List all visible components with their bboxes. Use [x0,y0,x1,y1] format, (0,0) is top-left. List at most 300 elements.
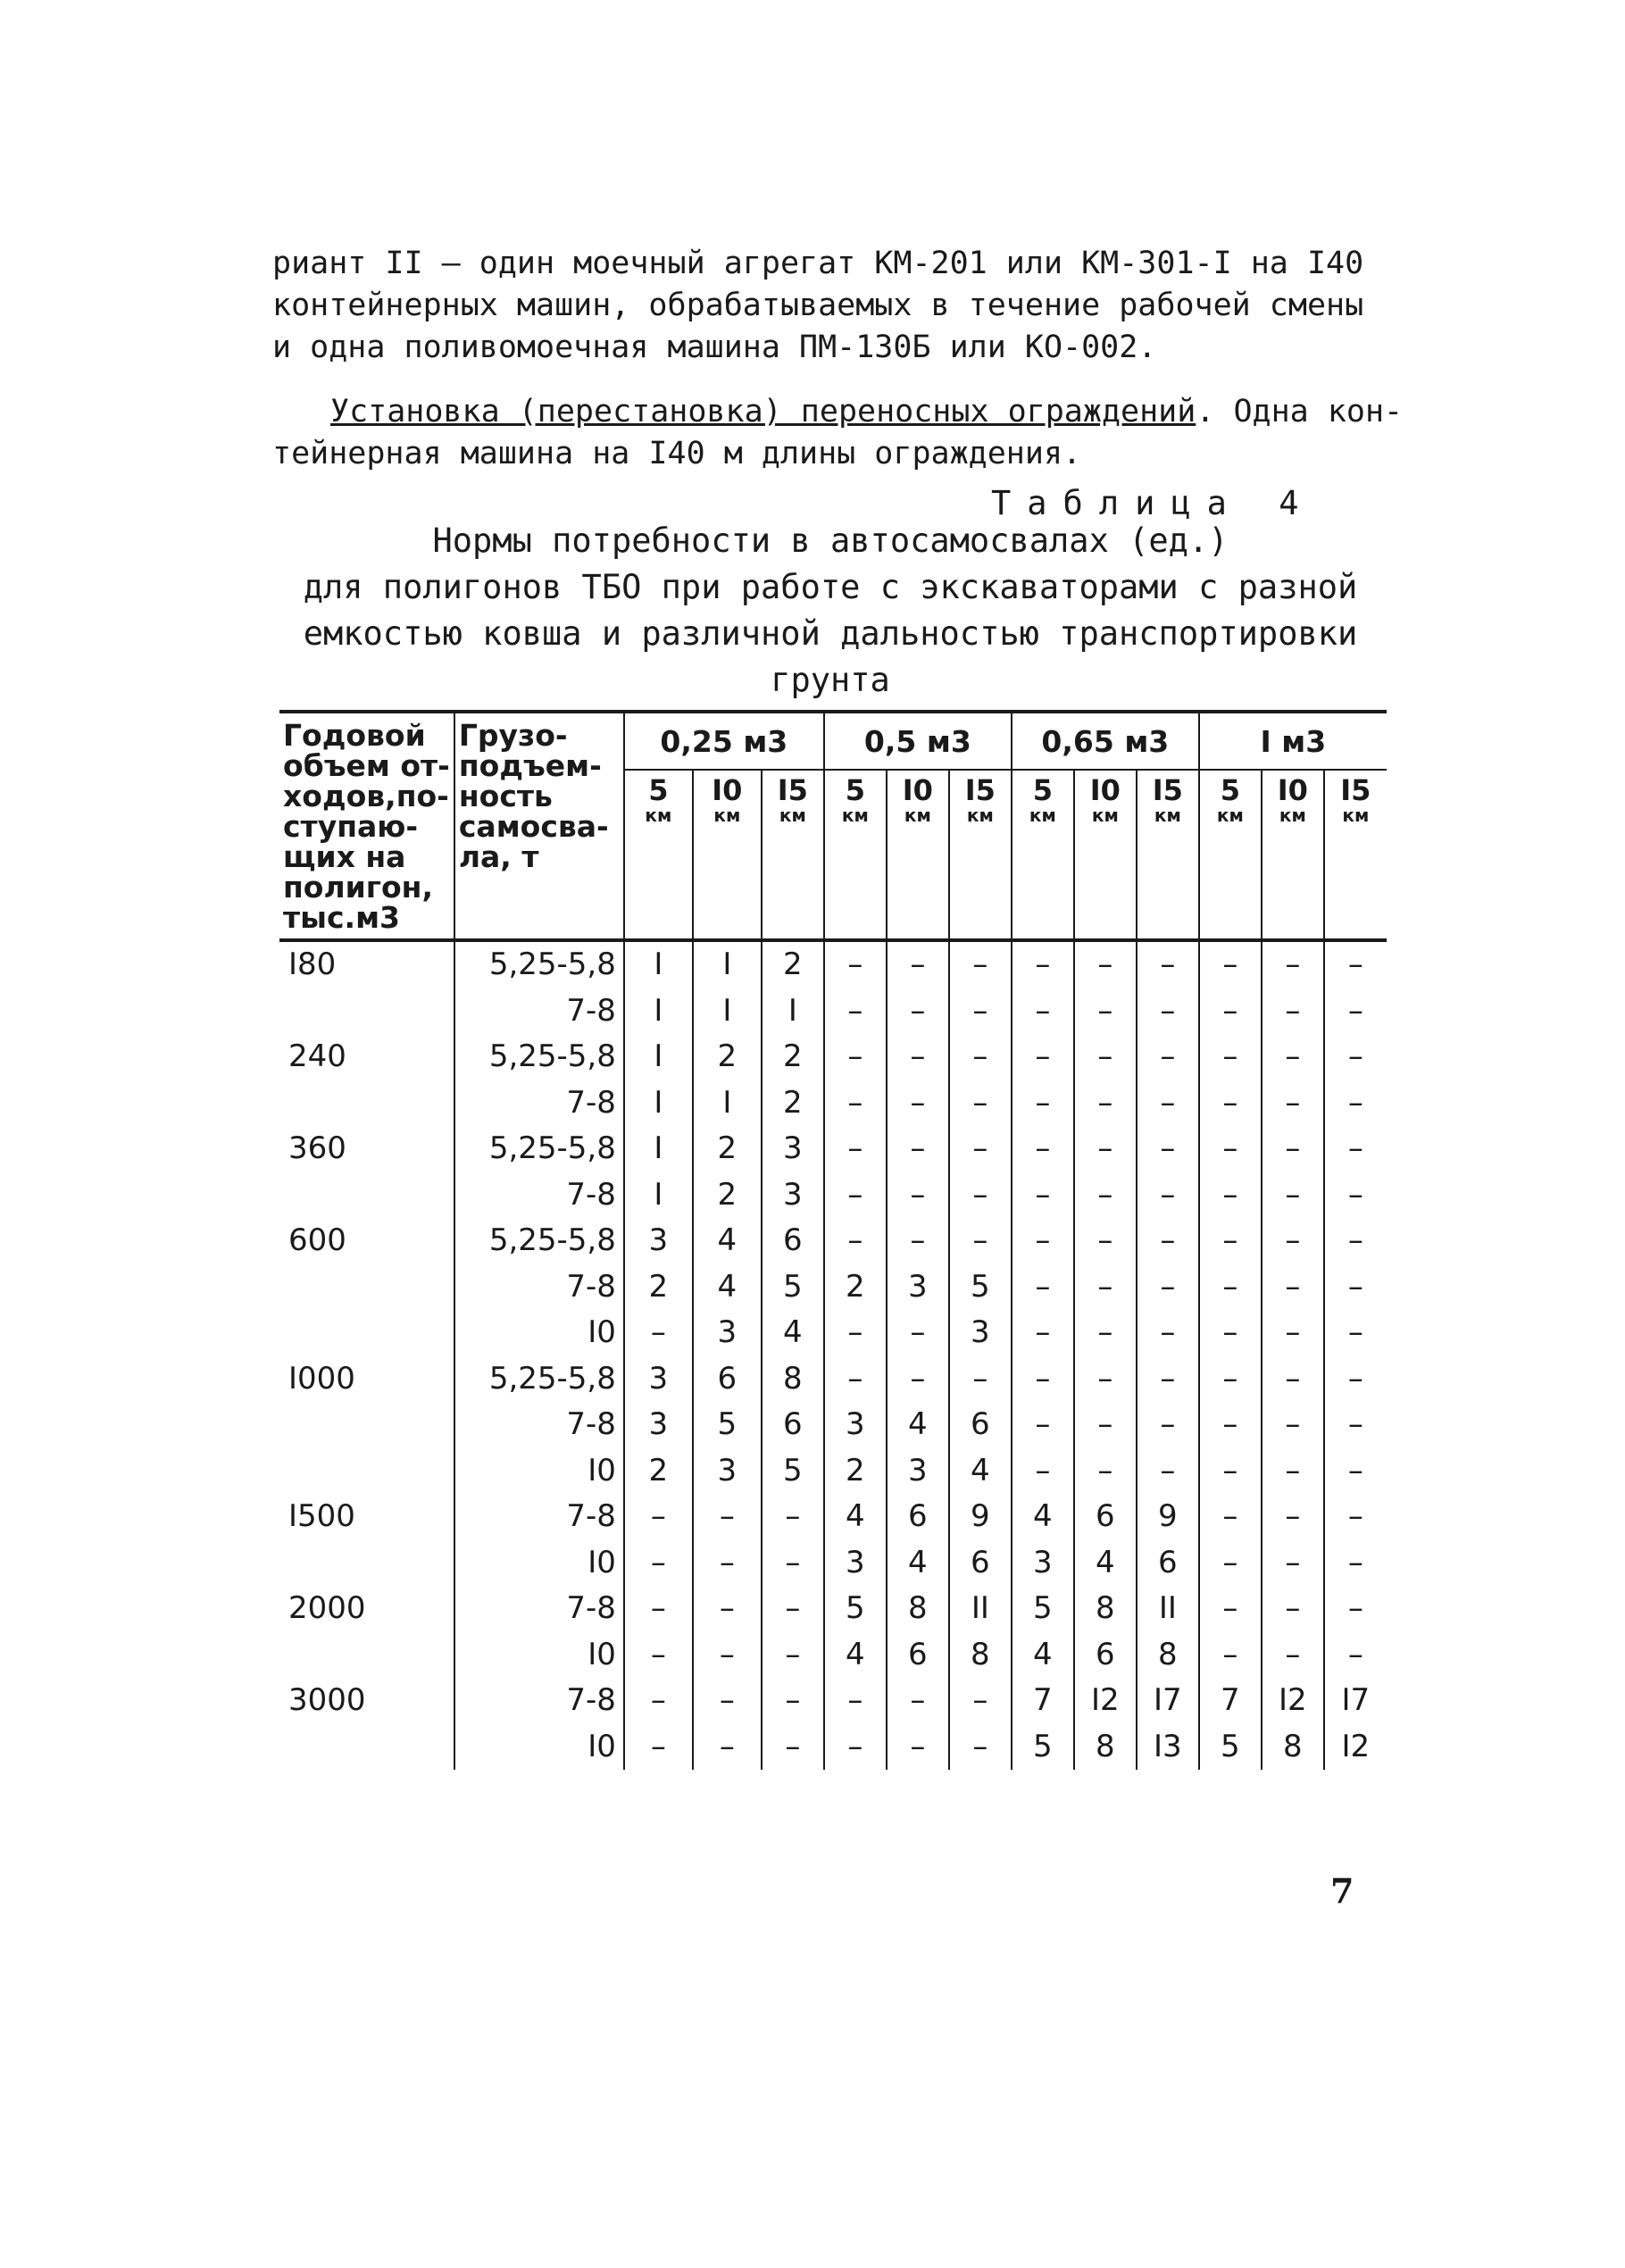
truck-count-cell: – [1074,1356,1137,1403]
truck-count-cell: 8 [887,1586,949,1632]
distance-unit: км [1342,805,1370,826]
distance-unit: км [1029,805,1056,826]
truck-count-cell: 5 [1012,1724,1074,1771]
truck-count-cell: 6 [887,1632,949,1679]
table-row [279,1448,1387,1495]
truck-count-cell: 4 [693,1218,762,1264]
truck-count-cell: – [1012,940,1074,988]
truck-count-cell: – [949,1678,1012,1724]
truck-count-cell: – [1347,1084,1363,1121]
truck-count-cell: 2 [762,1080,824,1127]
truck-count-cell: – [1199,1218,1262,1264]
truck-capacity-cell: I0 [454,1540,624,1587]
distance-unit: км [1091,805,1119,826]
distance-value: 5 [648,773,669,807]
truck-count-cell: 3 [693,1310,762,1356]
truck-count-cell: – [1199,1126,1262,1172]
norms-table [279,710,1387,1770]
header-distance [1137,770,1199,940]
header-line: подъем- [458,748,602,783]
table-row [279,1356,1387,1403]
truck-count-cell: – [949,1126,1012,1172]
truck-count-cell: – [1347,1314,1363,1350]
header-line: ла, т [458,839,539,874]
truck-count-cell: – [1347,1544,1363,1580]
truck-count-cell: – [1137,1080,1199,1127]
truck-count-cell: – [1347,1498,1363,1534]
truck-count-cell: – [1074,1448,1137,1495]
truck-count-cell: – [1074,1080,1137,1127]
annual-volume-cell: I000 [279,1356,454,1403]
truck-count-cell: – [1012,1172,1074,1219]
truck-count-cell: – [1012,988,1074,1035]
header-distance [824,770,887,940]
truck-capacity-cell: 7-8 [454,1402,624,1448]
truck-count-cell: – [1012,1448,1074,1495]
truck-count-cell: – [1347,1360,1363,1397]
header-distance [624,770,693,940]
truck-count-cell: 2 [624,1448,693,1495]
truck-count-cell: – [824,988,887,1035]
distance-unit: км [904,805,931,826]
truck-count-cell: – [949,1080,1012,1127]
truck-count-cell: – [1262,1172,1324,1219]
truck-count-cell: – [949,1356,1012,1403]
truck-count-cell: I2 [1074,1678,1137,1724]
truck-count-cell: – [1347,1130,1363,1166]
truck-count-cell: – [624,1494,693,1540]
truck-count-cell: I [624,940,693,988]
truck-count-cell: – [693,1678,762,1724]
truck-capacity-cell: I0 [454,1448,624,1495]
paragraph-line: контейнерных машин, обрабатываемых в течение рабочей смены [272,288,1364,323]
truck-count-cell: – [693,1632,762,1679]
distance-value: I0 [1277,773,1308,807]
annual-volume-cell [279,1080,454,1127]
table-row [279,1724,1387,1771]
truck-count-cell: 6 [887,1494,949,1540]
truck-count-cell: 3 [693,1448,762,1495]
header-distance [1074,770,1137,940]
truck-count-cell: – [1137,1264,1199,1311]
annual-volume-cell [279,1264,454,1311]
truck-count-cell: – [693,1540,762,1587]
truck-count-cell: – [1012,1126,1074,1172]
distance-value: I0 [712,773,743,807]
header-truck-capacity [454,712,624,940]
truck-count-cell: 7 [1012,1678,1074,1724]
distance-value: 5 [845,773,865,807]
truck-count-cell: – [1199,988,1262,1035]
truck-count-cell: – [762,1540,824,1587]
annual-volume-cell: I500 [279,1494,454,1540]
truck-count-cell: 3 [824,1402,887,1448]
distance-value: 5 [1220,773,1240,807]
truck-count-cell: – [949,1034,1012,1080]
header-bucket-capacity: I м3 [1199,712,1387,770]
table-caption-line: Нормы потребности в автосамосвалах (ед.) [432,521,1229,560]
truck-count-cell: 2 [693,1126,762,1172]
truck-capacity-cell: 5,25-5,8 [454,1034,624,1080]
truck-count-cell: I [693,940,762,988]
truck-count-cell: II [949,1586,1012,1632]
truck-count-cell: – [1137,1448,1199,1495]
header-bucket-capacity: 0,65 м3 [1012,712,1199,770]
underlined-heading: Установка (перестановка) переносных ограждений [330,394,1196,429]
truck-count-cell: – [1137,940,1199,988]
truck-count-cell: 5 [949,1264,1012,1311]
truck-count-cell: – [1012,1264,1074,1311]
header-distance [1012,770,1074,940]
truck-count-cell: 5 [1199,1724,1262,1771]
truck-count-cell: – [1199,1402,1262,1448]
truck-count-cell: – [1347,1268,1363,1305]
distance-unit: км [841,805,869,826]
header-distance [1199,770,1262,940]
truck-count-cell: – [824,1310,887,1356]
paragraph-line: риант II – один моечный агрегат КМ-201 или КМ-301-I на I40 [272,246,1364,281]
header-annual-volume [279,712,454,940]
truck-capacity-cell: 7-8 [454,1264,624,1311]
truck-count-cell: – [824,1126,887,1172]
truck-count-cell: – [1074,1034,1137,1080]
distance-unit: км [713,805,741,826]
annual-volume-cell [279,988,454,1035]
header-distance [762,770,824,940]
truck-count-cell: I2 [1262,1678,1324,1724]
truck-count-cell: – [1262,1632,1324,1679]
truck-capacity-cell: 7-8 [454,988,624,1035]
truck-count-cell: 2 [824,1448,887,1495]
truck-capacity-cell: 7-8 [454,1494,624,1540]
truck-capacity-cell: 5,25-5,8 [454,1126,624,1172]
truck-count-cell: – [1262,1034,1324,1080]
truck-count-cell: 6 [693,1356,762,1403]
truck-count-cell: 3 [887,1264,949,1311]
paragraph-line: и одна поливомоечная машина ПМ-130Б или КО-002. [272,329,1157,365]
truck-count-cell: – [887,1218,949,1264]
truck-count-cell: – [887,1172,949,1219]
truck-count-cell: – [887,1356,949,1403]
truck-count-cell: 8 [1074,1724,1137,1771]
table-row [279,1310,1387,1356]
truck-count-cell: 5 [762,1264,824,1311]
truck-count-cell: 2 [693,1034,762,1080]
annual-volume-cell [279,1540,454,1587]
truck-count-cell: – [1074,1402,1137,1448]
table-row [279,1264,1387,1311]
truck-count-cell: – [949,1218,1012,1264]
truck-count-cell: – [1262,1494,1324,1540]
truck-count-cell: – [1074,1264,1137,1311]
truck-count-cell: 6 [1137,1540,1199,1587]
truck-count-cell: 7 [1199,1678,1262,1724]
truck-count-cell: – [1347,1038,1363,1074]
truck-capacity-cell: 7-8 [454,1586,624,1632]
truck-capacity-cell: 7-8 [454,1080,624,1127]
truck-count-cell: – [762,1632,824,1679]
truck-count-cell: – [1074,988,1137,1035]
annual-volume-cell: 600 [279,1218,454,1264]
truck-count-cell: – [1262,1310,1324,1356]
paragraph-text: . Одна кон- [1196,394,1404,429]
table-row [279,988,1387,1035]
truck-capacity-cell: 5,25-5,8 [454,940,624,988]
truck-count-cell: – [1262,1218,1324,1264]
truck-count-cell: – [624,1540,693,1587]
table-row [279,1586,1387,1632]
truck-count-cell: 4 [949,1448,1012,1495]
header-distance [887,770,949,940]
truck-count-cell: – [1262,1540,1324,1587]
annual-volume-cell: 240 [279,1034,454,1080]
truck-count-cell: – [1262,1264,1324,1311]
truck-count-cell: – [693,1494,762,1540]
header-line: объем от- [283,748,450,783]
truck-count-cell: 5 [824,1586,887,1632]
truck-count-cell: 3 [1012,1540,1074,1587]
header-line: щих на [283,839,406,874]
truck-count-cell: – [949,1172,1012,1219]
truck-count-cell: I7 [1137,1678,1199,1724]
truck-count-cell: 8 [1137,1632,1199,1679]
truck-count-cell: – [624,1724,693,1771]
annual-volume-cell: 360 [279,1126,454,1172]
distance-unit: км [1154,805,1181,826]
truck-count-cell: – [1012,1034,1074,1080]
distance-value: I5 [1152,773,1183,807]
truck-count-cell: 6 [949,1402,1012,1448]
truck-count-cell: I3 [1137,1724,1199,1771]
truck-count-cell: I7 [1341,1682,1371,1718]
truck-count-cell: II [1137,1586,1199,1632]
table-caption-line: грунта [771,661,890,699]
header-line: Годовой [283,718,426,753]
distance-value: I5 [777,773,808,807]
truck-capacity-cell: I0 [454,1724,624,1771]
truck-count-cell: 9 [1137,1494,1199,1540]
truck-count-cell: – [624,1632,693,1679]
truck-count-cell: – [1347,946,1363,982]
truck-count-cell: – [1347,1176,1363,1213]
truck-count-cell: – [1074,940,1137,988]
annual-volume-cell [279,1310,454,1356]
truck-count-cell: I [624,1080,693,1127]
header-line: самосва- [458,809,609,844]
truck-count-cell: – [762,1494,824,1540]
truck-count-cell: – [1012,1080,1074,1127]
truck-count-cell: – [1137,1034,1199,1080]
truck-count-cell: – [949,988,1012,1035]
truck-capacity-cell: 7-8 [454,1678,624,1724]
header-line: Грузо- [458,718,568,753]
truck-count-cell: – [1199,1540,1262,1587]
truck-count-cell: – [762,1678,824,1724]
truck-count-cell: 5 [1012,1586,1074,1632]
truck-count-cell: 8 [1262,1724,1324,1771]
truck-count-cell: – [949,1724,1012,1771]
truck-count-cell: – [693,1586,762,1632]
truck-count-cell: I2 [1341,1728,1371,1764]
distance-unit: км [1216,805,1244,826]
truck-count-cell: – [1199,1632,1262,1679]
distance-unit: км [645,805,672,826]
truck-count-cell: I [624,988,693,1035]
distance-value: I0 [902,773,933,807]
truck-capacity-cell: I0 [454,1310,624,1356]
truck-count-cell: I [693,988,762,1035]
header-line: полигон, [283,870,434,905]
truck-count-cell: I [693,1080,762,1127]
truck-count-cell: 6 [949,1540,1012,1587]
truck-count-cell: – [1199,1356,1262,1403]
truck-count-cell: – [1347,1636,1363,1672]
truck-count-cell: – [887,1310,949,1356]
truck-count-cell: I [762,988,824,1035]
truck-count-cell: – [1199,940,1262,988]
truck-count-cell: – [824,1080,887,1127]
truck-count-cell: – [824,1034,887,1080]
annual-volume-cell: I80 [279,940,454,988]
truck-count-cell: I [624,1034,693,1080]
table-row [279,1080,1387,1127]
truck-count-cell: 5 [762,1448,824,1495]
header-distance [949,770,1012,940]
truck-count-cell: 4 [1012,1494,1074,1540]
truck-count-cell: – [824,1218,887,1264]
truck-count-cell: – [1199,1080,1262,1127]
truck-count-cell: – [887,1034,949,1080]
truck-count-cell: 6 [1074,1632,1137,1679]
truck-count-cell: 5 [693,1402,762,1448]
truck-count-cell: – [824,1724,887,1771]
truck-count-cell: – [1199,1034,1262,1080]
truck-count-cell: 8 [762,1356,824,1403]
truck-count-cell: – [1137,988,1199,1035]
truck-count-cell: 9 [949,1494,1012,1540]
truck-count-cell: 6 [762,1402,824,1448]
truck-count-cell: 2 [824,1264,887,1311]
table-row [279,1494,1387,1540]
paragraph-line: тейнерная машина на I40 м длины ограждения. [272,436,1082,471]
truck-count-cell: 4 [1012,1632,1074,1679]
distance-unit: км [1279,805,1306,826]
truck-count-cell: – [762,1724,824,1771]
header-line: ность [458,779,553,813]
truck-count-cell: – [949,940,1012,988]
truck-capacity-cell: 5,25-5,8 [454,1356,624,1403]
table-row [279,1172,1387,1219]
truck-count-cell: – [1262,940,1324,988]
truck-count-cell: – [762,1586,824,1632]
table-label: Таблица 4 [991,484,1315,522]
table-row [279,1402,1387,1448]
truck-capacity-cell: 7-8 [454,1172,624,1219]
table-row [279,1632,1387,1679]
truck-count-cell: – [1074,1172,1137,1219]
header-distance [1324,770,1387,940]
truck-count-cell: 2 [624,1264,693,1311]
truck-count-cell: – [624,1310,693,1356]
truck-count-cell: – [887,988,949,1035]
truck-capacity-cell: 5,25-5,8 [454,1218,624,1264]
annual-volume-cell: 3000 [279,1678,454,1724]
truck-count-cell: 6 [1074,1494,1137,1540]
table-row [279,1540,1387,1587]
header-distance [693,770,762,940]
annual-volume-cell [279,1632,454,1679]
truck-count-cell: – [1137,1356,1199,1403]
header-bucket-capacity: 0,5 м3 [824,712,1012,770]
truck-count-cell: I [624,1126,693,1172]
header-line: ходов,по- [283,779,449,813]
truck-count-cell: – [1262,988,1324,1035]
truck-count-cell: – [1262,1080,1324,1127]
truck-count-cell: – [1262,1126,1324,1172]
truck-count-cell: – [1012,1356,1074,1403]
truck-count-cell: 3 [887,1448,949,1495]
annual-volume-cell [279,1724,454,1771]
truck-count-cell: – [693,1724,762,1771]
paragraph-line [330,391,1455,433]
truck-count-cell: 4 [824,1632,887,1679]
truck-count-cell: – [1199,1586,1262,1632]
truck-count-cell: 2 [762,1034,824,1080]
distance-value: I5 [964,773,996,807]
truck-count-cell: – [887,1678,949,1724]
truck-count-cell: – [1137,1402,1199,1448]
truck-count-cell: 2 [693,1172,762,1219]
distance-value: I0 [1089,773,1121,807]
truck-count-cell: – [1137,1172,1199,1219]
truck-count-cell: 2 [762,940,824,988]
distance-unit: км [966,805,994,826]
truck-count-cell: 4 [887,1540,949,1587]
truck-count-cell: 4 [762,1310,824,1356]
truck-count-cell: – [1074,1310,1137,1356]
truck-count-cell: 3 [624,1402,693,1448]
truck-count-cell: – [1262,1448,1324,1495]
truck-count-cell: – [887,1724,949,1771]
header-bucket-capacity: 0,25 м3 [624,712,824,770]
truck-capacity-cell: I0 [454,1632,624,1679]
truck-count-cell: 6 [762,1218,824,1264]
truck-count-cell: – [1012,1310,1074,1356]
truck-count-cell: 3 [762,1126,824,1172]
table-caption-line: емкостью ковша и различной дальностью транспортировки [303,614,1358,653]
truck-count-cell: – [1074,1218,1137,1264]
truck-count-cell: 3 [762,1172,824,1219]
truck-count-cell: – [1262,1402,1324,1448]
truck-count-cell: – [624,1586,693,1632]
truck-count-cell: – [1199,1310,1262,1356]
header-line: тыс.м3 [283,900,401,935]
truck-count-cell: – [1262,1356,1324,1403]
truck-count-cell: 3 [824,1540,887,1587]
header-distance [1262,770,1324,940]
truck-count-cell: – [1199,1448,1262,1495]
truck-count-cell: – [887,940,949,988]
annual-volume-cell [279,1402,454,1448]
truck-count-cell: 4 [693,1264,762,1311]
truck-count-cell: – [824,1678,887,1724]
truck-count-cell: – [887,1080,949,1127]
truck-count-cell: – [1199,1264,1262,1311]
truck-count-cell: 3 [949,1310,1012,1356]
annual-volume-cell: 2000 [279,1586,454,1632]
truck-count-cell: – [1347,1222,1363,1258]
fence-paragraph [272,391,1455,475]
